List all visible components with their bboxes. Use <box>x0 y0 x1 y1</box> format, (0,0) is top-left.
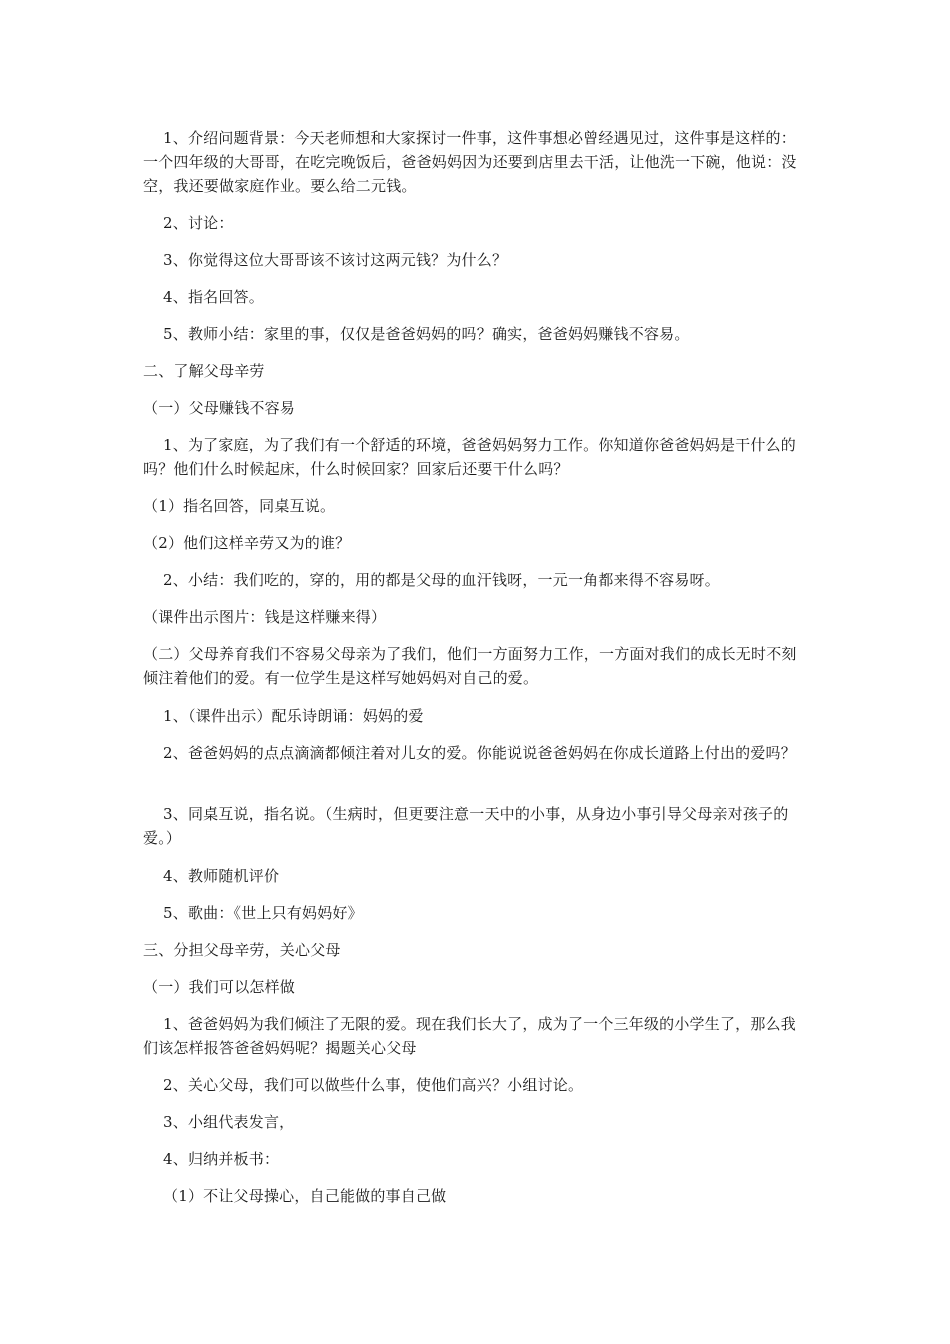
paragraph-summary-2: 2、小结：我们吃的，穿的，用的都是父母的血汗钱呀，一元一角都来得不容易呀。 <box>163 571 720 589</box>
paragraph-item-2: （2）他们这样辛劳又为的谁？ <box>143 534 351 552</box>
paragraph-list-item-1: （1）不让父母操心，自己能做的事自己做 <box>163 1187 447 1205</box>
subsection-heading-3-1: （一）我们可以怎样做 <box>143 978 296 996</box>
paragraph-background: 1、介绍问题背景：今天老师想和大家探讨一件事，这件事想必曾经遇见过，这件事是这样的：一个四年级的大哥哥，在吃完晚饭后，爸爸妈妈因为还要到店里去干活，让他洗一下碗，他说：没空，我还要做家庭作业。要么给二元钱。 <box>143 129 797 195</box>
paragraph-item-1: （1）指名回答，同桌互说。 <box>143 497 336 515</box>
paragraph-care: 2、关心父母，我们可以做些什么事，使他们高兴？小组讨论。 <box>163 1076 584 1094</box>
paragraph-answer: 4、指名回答。 <box>163 288 264 306</box>
paragraph-representative: 3、小组代表发言， <box>163 1113 295 1131</box>
paragraph-teacher-summary: 5、教师小结：家里的事，仅仅是爸爸妈妈的吗？确实，爸爸妈妈赚钱不容易。 <box>163 325 690 343</box>
paragraph-blackboard: 4、归纳并板书： <box>163 1150 280 1168</box>
section-heading-2: 二、了解父母辛劳 <box>143 362 265 380</box>
subsection-heading-2-1: （一）父母赚钱不容易 <box>143 399 296 417</box>
paragraph-question: 3、你觉得这位大哥哥该不该讨这两元钱？为什么？ <box>163 251 508 269</box>
paragraph-parents-love: 2、爸爸妈妈的点点滴滴都倾注着对儿女的爱。你能说说爸爸妈妈在你成长道路上付出的爱吗？ <box>163 744 796 762</box>
section-heading-3: 三、分担父母辛劳，关心父母 <box>143 941 341 959</box>
paragraph-discussion: 2、讨论： <box>163 214 234 232</box>
paragraph-repay: 1、爸爸妈妈为我们倾注了无限的爱。现在我们长大了，成为了一个三年级的小学生了，那么我们该怎样报答爸爸妈妈呢？揭题关心父母 <box>143 1015 796 1057</box>
paragraph-peer-talk: 3、同桌互说，指名说。（生病时，但更要注意一天中的小事，从身边小事引导父母亲对孩子的爱。） <box>143 805 789 847</box>
paragraph-evaluation: 4、教师随机评价 <box>163 867 280 885</box>
paragraph-family-work: 1、为了家庭，为了我们有一个舒适的环境，爸爸妈妈努力工作。你知道你爸爸妈妈是干什么的吗？他们什么时候起床，什么时候回家？回家后还要干什么吗？ <box>143 436 796 478</box>
paragraph-song: 5、歌曲：《世上只有妈妈好》 <box>163 904 363 922</box>
paragraph-poem: 1、（课件出示）配乐诗朗诵：妈妈的爱 <box>163 707 424 725</box>
subsection-heading-2-2: （二）父母养育我们不容易父母亲为了我们，他们一方面努力工作，一方面对我们的成长无时不刻倾注着他们的爱。有一位学生是这样写她妈妈对自己的爱。 <box>143 645 797 687</box>
paragraph-courseware-image: （课件出示图片：钱是这样赚来得） <box>143 608 387 626</box>
